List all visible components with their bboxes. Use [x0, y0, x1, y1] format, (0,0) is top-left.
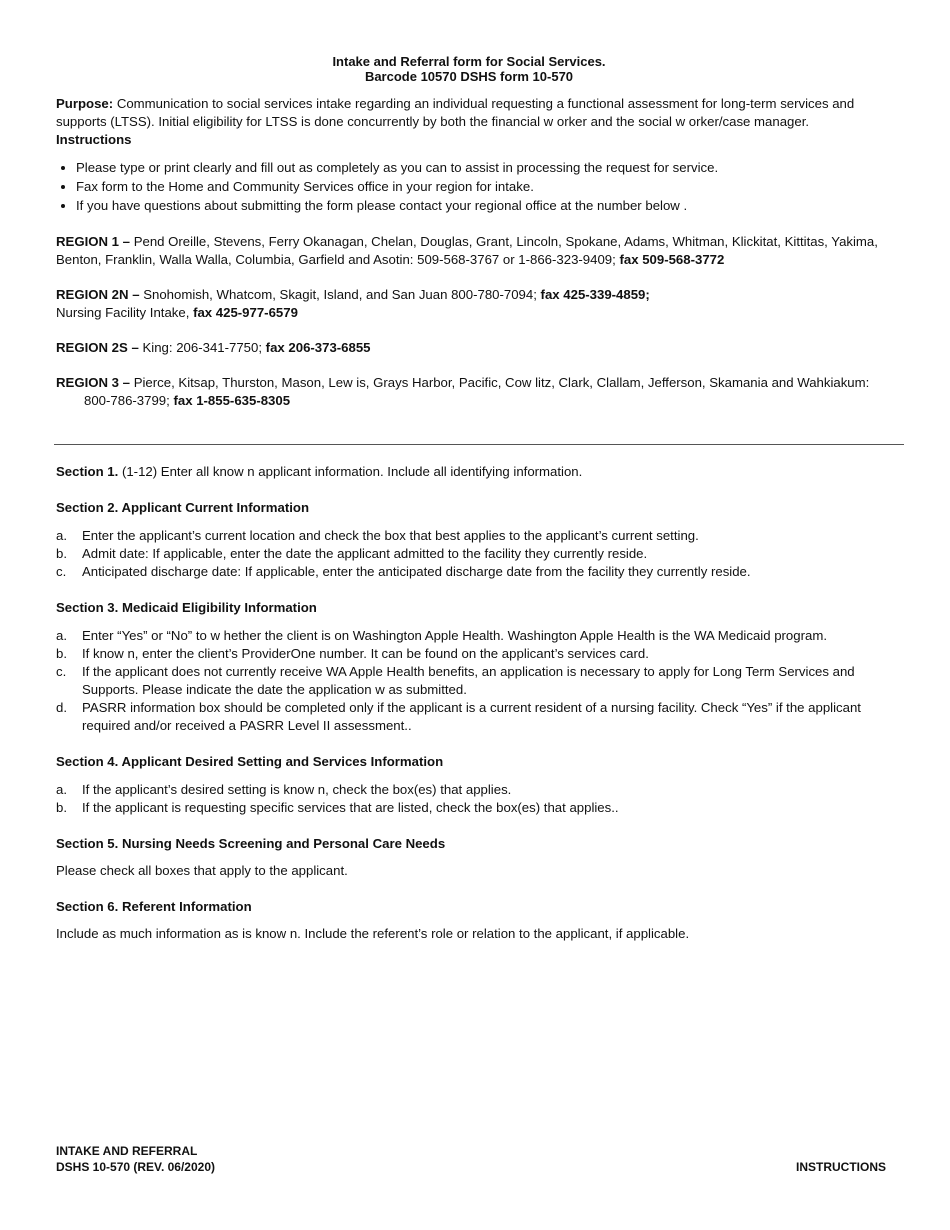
region-2s-label: REGION 2S –	[56, 340, 139, 355]
list-item-label: a.	[56, 528, 67, 543]
instructions-list	[56, 159, 882, 215]
footer-form-id	[56, 1143, 215, 1175]
region-3	[56, 374, 882, 410]
region-2n-text: Snohomish, Whatcom, Skagit, Island, and San Juan 800-780-7094;	[139, 287, 541, 302]
section-3-list	[56, 627, 882, 735]
section-5-text: Please check all boxes that apply to the applicant.	[56, 863, 348, 878]
section-4-heading: Section 4. Applicant Desired Setting and Services Information	[56, 754, 444, 769]
list-item	[56, 781, 882, 799]
list-item-label: b.	[56, 646, 67, 661]
list-item-label: a.	[56, 628, 67, 643]
region-1-fax: fax 509-568-3772	[619, 252, 725, 267]
list-item-label: b.	[56, 546, 67, 561]
list-item-label: b.	[56, 800, 67, 815]
section-instructions	[56, 463, 882, 943]
region-2n-nursing-fax: fax 425-977-6579	[193, 305, 298, 320]
section-3-heading: Section 3. Medicaid Eligibility Information	[56, 600, 317, 615]
list-item-text: Enter the applicant’s current location and check the box that best applies to the applicant’s current setting.	[82, 528, 699, 543]
instruction-item: • Fax form to the Home and Community Services office in your region for intake.	[76, 178, 882, 196]
region-1-label: REGION 1 –	[56, 234, 131, 249]
list-item	[56, 563, 882, 581]
section-6-text: Include as much information as is know n. Include the referent’s role or relation to the applicant, if applicable.	[56, 926, 690, 941]
section-1	[56, 463, 882, 481]
list-item	[56, 545, 882, 563]
purpose-text: Communication to social services intake regarding an individual requesting a functional assessment for long-term services and supports (LTSS). Initial eligibility for LTSS is done concurrently by both the financial w orker and the social w orker/case manager.	[56, 96, 855, 129]
list-item-text: Admit date: If applicable, enter the date the applicant admitted to the facility they currently reside.	[82, 546, 648, 561]
purpose-paragraph	[56, 95, 882, 131]
region-2s-fax: fax 206-373-6855	[265, 340, 371, 355]
instructions-page	[56, 54, 882, 410]
section-divider	[54, 444, 904, 445]
list-item-label: c.	[56, 564, 67, 579]
list-item-text: Anticipated discharge date: If applicable, enter the anticipated discharge date from the facility they currently reside.	[82, 564, 751, 579]
instruction-item: • If you have questions about submitting the form please contact your regional office at the number below .	[76, 197, 882, 215]
list-item	[56, 699, 882, 735]
list-item	[56, 527, 882, 545]
instructions-heading: Instructions	[56, 132, 132, 147]
list-item-text: If the applicant does not currently receive WA Apple Health benefits, an application is necessary to apply for Long Term Services and Supports. Please indicate the date the application w as submitted.	[82, 664, 855, 697]
region-2n-fax: fax 425-339-4859;	[540, 287, 650, 302]
list-item-label: c.	[56, 664, 67, 679]
purpose-label: Purpose:	[56, 96, 114, 111]
region-3-label: REGION 3 –	[56, 375, 131, 390]
list-item-text: Enter “Yes” or “No” to w hether the client is on Washington Apple Health. Washington Apple Health is the WA Medicaid program.	[82, 628, 827, 643]
section-1-heading: Section 1.	[56, 464, 119, 479]
form-title: Intake and Referral form for Social Services.	[332, 54, 606, 69]
list-item	[56, 627, 882, 645]
section-2-list	[56, 527, 882, 581]
list-item-text: PASRR information box should be completed only if the applicant is a current resident of a nursing facility. Check “Yes” if the applicant required and/or received a PASRR Level II assessment..	[82, 700, 861, 733]
region-1-text: Pend Oreille, Stevens, Ferry Okanagan, Chelan, Douglas, Grant, Lincoln, Spokane, Adams, Whitman, Klickitat, Kittitas, Yakima, Benton, Franklin, Walla Walla, Columbia, Garfield and Asotin: 509-568-3767 or 1-866-323-9409;	[56, 234, 878, 267]
section-5-heading: Section 5. Nursing Needs Screening and Personal Care Needs	[56, 836, 446, 851]
list-item-text: If know n, enter the client’s ProviderOne number. It can be found on the applicant’s services card.	[82, 646, 649, 661]
section-1-text: (1-12) Enter all know n applicant information. Include all identifying information.	[118, 464, 583, 479]
footer-form-name: INTAKE AND REFERRAL	[56, 1144, 198, 1158]
list-item	[56, 645, 882, 663]
list-item-text: If the applicant’s desired setting is know n, check the box(es) that applies.	[82, 782, 512, 797]
region-2s	[56, 339, 882, 357]
section-4-list	[56, 781, 882, 817]
region-2n	[56, 286, 882, 322]
footer-page-type: INSTRUCTIONS	[796, 1160, 886, 1174]
list-item-text: If the applicant is requesting specific services that are listed, check the box(es) that applies..	[82, 800, 619, 815]
section-6-heading: Section 6. Referent Information	[56, 899, 252, 914]
form-barcode-line: Barcode 10570 DSHS form 10-570	[364, 69, 574, 84]
region-2s-text: King: 206-341-7750;	[138, 340, 266, 355]
section-2-heading: Section 2. Applicant Current Information	[56, 500, 310, 515]
list-item	[56, 663, 882, 699]
region-2n-label: REGION 2N –	[56, 287, 140, 302]
region-2n-nursing-text: Nursing Facility Intake,	[56, 305, 194, 320]
list-item	[56, 799, 882, 817]
region-1	[56, 233, 882, 269]
list-item-label: a.	[56, 782, 67, 797]
instruction-item: • Please type or print clearly and fill out as completely as you can to assist in processing the request for service.	[76, 159, 882, 177]
region-3-text: Pierce, Kitsap, Thurston, Mason, Lew is, Grays Harbor, Pacific, Cow litz, Clark, Clallam, Jefferson, Skamania and Wahkiakum: 800-786-3799;	[84, 375, 870, 408]
list-item-label: d.	[56, 700, 67, 715]
footer-form-number: DSHS 10-570 (REV. 06/2020)	[56, 1160, 215, 1174]
region-3-fax: fax 1-855-635-8305	[173, 393, 291, 408]
